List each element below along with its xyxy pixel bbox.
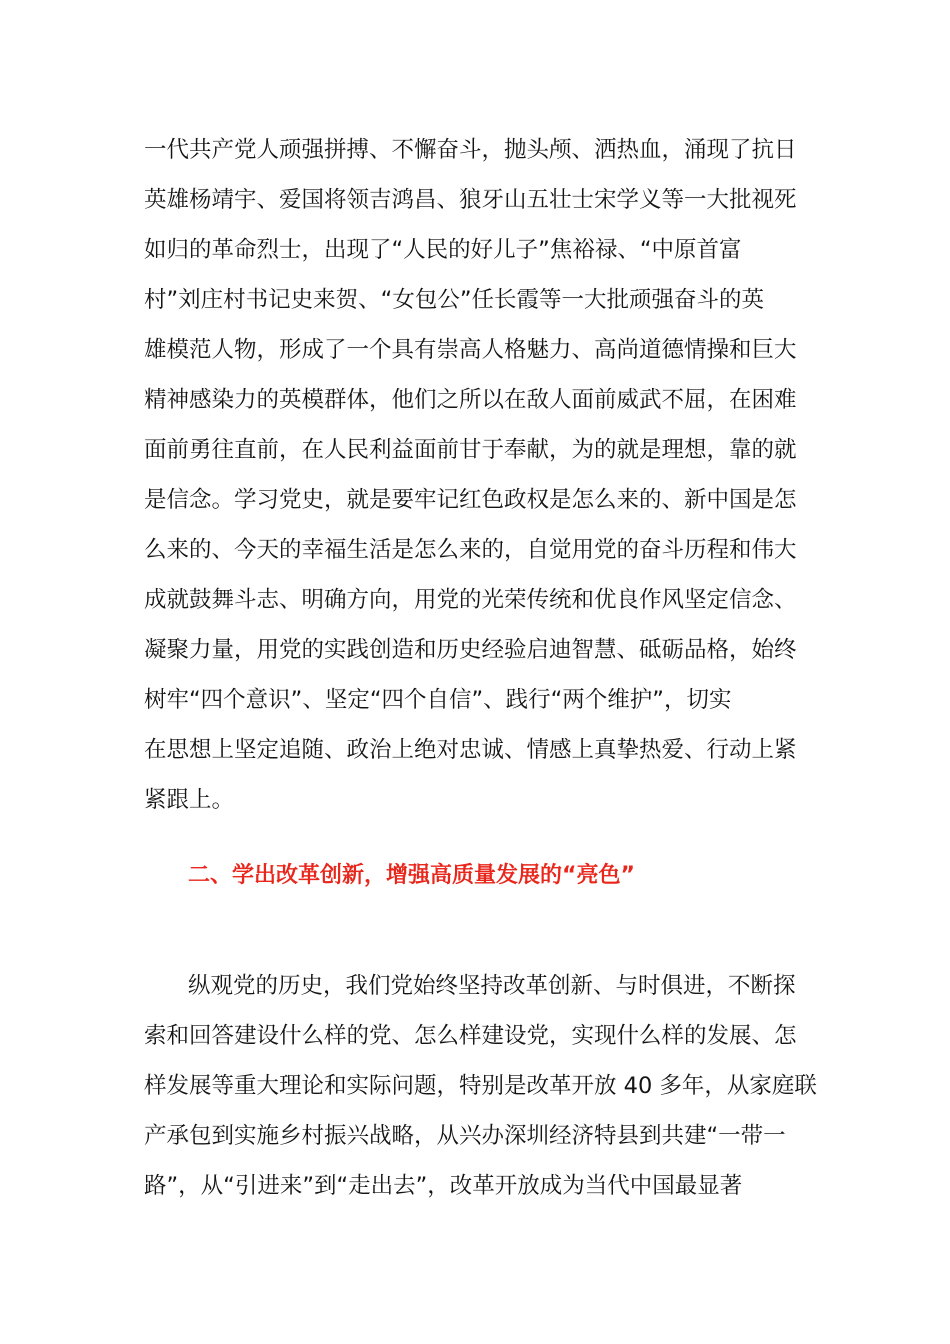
text-line: 精神感染力的英模群体，他们之所以在敌人面前威武不屈，在困难 — [144, 387, 797, 413]
text-line: 是信念。学习党史，就是要牢记红色政权是怎么来的、新中国是怎 — [144, 487, 797, 513]
text-line: 村”刘庄村书记史来贺、“女包公”任长霞等一大批顽强奋斗的英 — [144, 287, 764, 313]
text-line: 雄模范人物，形成了一个具有崇高人格魅力、高尚道德情操和巨大 — [144, 337, 797, 363]
text-line: 树牢“四个意识”、坚定“四个自信”、践行“两个维护”，切实 — [144, 687, 732, 713]
text-line: 在思想上坚定追随、政治上绝对忠诚、情感上真挚热爱、行动上紧 — [144, 737, 797, 763]
text-line: 成就鼓舞斗志、明确方向，用党的光荣传统和优良作风坚定信念、 — [144, 587, 797, 613]
text-line: 样发展等重大理论和实际问题，特别是改革开放 40 多年，从家庭联 — [144, 1073, 817, 1099]
text-line: 紧跟上。 — [144, 787, 235, 813]
text-line: 凝聚力量，用党的实践创造和历史经验启迪智慧、砥砺品格，始终 — [144, 637, 797, 663]
text-line: 索和回答建设什么样的党、怎么样建设党，实现什么样的发展、怎 — [144, 1023, 797, 1049]
section-heading: 二、学出改革创新，增强高质量发展的“亮色” — [188, 863, 635, 888]
text-line: 路”，从“引进来”到“走出去”，改革开放成为当代中国最显著 — [144, 1173, 743, 1199]
text-line: 如归的革命烈士，出现了“人民的好儿子”焦裕禄、“中原首富 — [144, 237, 742, 263]
text-line: 么来的、今天的幸福生活是怎么来的，自觉用党的奋斗历程和伟大 — [144, 537, 797, 563]
text-line: 产承包到实施乡村振兴战略，从兴办深圳经济特县到共建“一带一 — [144, 1123, 786, 1149]
text-line: 一代共产党人顽强拼搏、不懈奋斗，抛头颅、洒热血，涌现了抗日 — [144, 137, 797, 163]
text-line: 英雄杨靖宇、爱国将领吉鸿昌、狼牙山五壮士宋学义等一大批视死 — [144, 187, 797, 213]
text-line: 纵观党的历史，我们党始终坚持改革创新、与时俱进，不断探 — [188, 973, 796, 999]
text-line: 面前勇往直前，在人民利益面前甘于奉献，为的就是理想，靠的就 — [144, 437, 797, 463]
